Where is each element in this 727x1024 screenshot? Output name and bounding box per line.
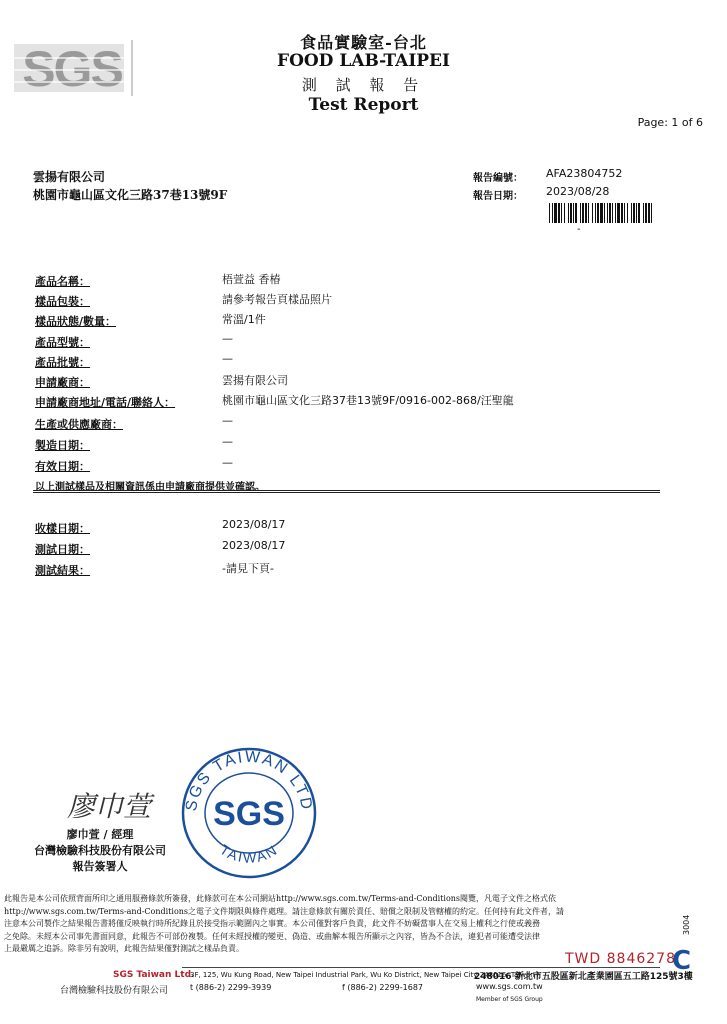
sample-field-value: 雲揚有限公司 xyxy=(222,374,288,387)
test-field-value: 2023/08/17 xyxy=(222,518,286,531)
barcode-bar xyxy=(638,203,640,223)
sample-field-value: — xyxy=(222,332,233,345)
disclaimer-line: http://www.sgs.com.tw/Terms-and-Conditions之電子文件期限與條件處理。請注意條款有關於責任、賠償之限制及管轄權的約定。任何持有此文件者，請 xyxy=(4,906,565,916)
svg-text:TAIWAN: TAIWAN xyxy=(217,841,281,866)
svg-text:SGS TAIWAN LTD: SGS TAIWAN LTD xyxy=(182,748,316,813)
page-number: Page: 1 of 6 xyxy=(637,116,703,129)
barcode-bar xyxy=(573,203,574,223)
lab-name-en: FOOD LAB-TAIPEI xyxy=(277,51,450,71)
signatory-name: 廖巾萱 / 經理 xyxy=(66,828,134,841)
barcode-bar xyxy=(624,203,625,223)
report-number-value: AFA23804752 xyxy=(546,167,623,180)
footer-company-en: SGS Taiwan Ltd. xyxy=(113,970,195,980)
sample-field-value: — xyxy=(222,352,233,365)
barcode-bar xyxy=(643,203,644,223)
svg-text:SGS: SGS xyxy=(22,41,122,96)
barcode-bar xyxy=(588,203,589,223)
barcode-bar xyxy=(549,203,550,223)
company-seal-stamp xyxy=(174,743,324,883)
footer-tel: t (886-2) 2299-3939 xyxy=(190,983,272,992)
barcode-bar xyxy=(607,203,608,223)
barcode-bar xyxy=(554,203,557,223)
barcode-bar xyxy=(627,203,628,223)
sample-field-value: — xyxy=(222,435,233,448)
barcode-bar xyxy=(651,203,652,223)
sample-field-label: 申請廠商地址/電話/聯絡人： xyxy=(35,396,176,409)
barcode-bar xyxy=(617,203,620,223)
client-address: 桃園市龜山區文化三路37巷13號9F xyxy=(33,188,228,202)
section-divider xyxy=(33,490,660,493)
test-field-label: 測試結果： xyxy=(35,564,90,577)
barcode-bar xyxy=(631,203,632,223)
barcode-bar xyxy=(633,203,635,223)
source-note: 以上測試樣品及相關資訊係由申請廠商提供並確認。 xyxy=(35,482,265,493)
barcode-bar xyxy=(580,203,581,223)
sample-field-value: 梧萱益 香椿 xyxy=(222,273,281,286)
svg-text:SGS: SGS xyxy=(213,795,285,833)
barcode-bar xyxy=(595,203,596,223)
disclaimer-line: 注意本公司製作之結果報告書將僅反映執行時所紀錄且於接受指示範圍內之事實。本公司僅對客戶負責，此文件不妨礙當事人在交易上權利之行使或義務 xyxy=(4,919,540,928)
sample-field-label: 產品批號： xyxy=(35,356,90,369)
barcode-bar xyxy=(600,203,603,223)
sample-field-label: 製造日期： xyxy=(35,439,90,452)
sample-field-label: 產品型號： xyxy=(35,336,90,349)
barcode-bar xyxy=(592,203,593,223)
test-field-value: -請見下頁- xyxy=(222,562,274,575)
sample-field-value: 常溫/1件 xyxy=(222,313,266,326)
barcode-bar xyxy=(582,203,584,223)
test-field-value: 2023/08/17 xyxy=(222,539,286,552)
sample-field-label: 樣品狀態/數量： xyxy=(35,315,117,328)
sample-field-label: 樣品包裝： xyxy=(35,295,90,308)
report-date-label: 報告日期： xyxy=(473,191,523,202)
barcode-bar xyxy=(570,203,572,223)
barcode-bar xyxy=(585,203,587,223)
serial-number: TWD 8846278 xyxy=(565,951,676,967)
sample-field-label: 申請廠商： xyxy=(35,376,90,389)
barcode-bar xyxy=(621,203,623,223)
sample-field-value: 桃園市龜山區文化三路37巷13號9F/0916-002-868/汪聖龍 xyxy=(222,394,514,407)
disclaimer-line: 之免除。未經本公司事先書面同意，此報告不可部份複製。任何未經授權的變更、偽造、或曲解本報告所顯示之內容，皆為不合法，違犯者可能遭受法律 xyxy=(4,931,540,941)
footer-address-en: 3F, 125, Wu Kung Road, New Taipei Industrial Park, Wu Ko District, New Taipei City 248016, Taiwan / xyxy=(190,971,540,979)
footer-address-zh: 248016 新北市五股區新北產業園區五工路125號3樓 xyxy=(474,972,693,982)
barcode-bar xyxy=(648,203,650,223)
sample-field-label: 產品名稱： xyxy=(35,275,90,288)
footer-divider xyxy=(182,967,660,968)
sample-field-label: 有效日期： xyxy=(35,460,90,473)
barcode-bar xyxy=(604,203,605,223)
footer-member: Member of SGS Group xyxy=(476,996,543,1003)
client-name: 雲揚有限公司 xyxy=(33,170,106,184)
sample-field-value: — xyxy=(222,456,233,469)
disclaimer-line: 上最嚴厲之追訴。除非另有說明，此報告結果僅對測試之樣品負責。 xyxy=(4,944,244,953)
report-date-value: 2023/08/28 xyxy=(546,185,610,198)
barcode-bar xyxy=(645,203,647,223)
disclaimer-line: 此報告是本公司依照背面所印之通用服務條款所簽發，此條款可在本公司網站http://www.sgs.com.tw/Terms-and-Conditions閱覽，凡電子文件之格式依 xyxy=(4,894,557,903)
barcode-bar xyxy=(597,203,599,223)
handwritten-signature xyxy=(34,782,184,826)
side-code: C xyxy=(672,946,692,976)
barcode-bar xyxy=(568,203,569,223)
signatory-company: 台灣檢驗科技股份有限公司 xyxy=(34,844,166,857)
test-field-label: 收樣日期： xyxy=(35,522,90,535)
side-number: 3004 xyxy=(682,914,691,935)
barcode-bar xyxy=(558,203,560,223)
footer-company-zh: 台灣檢驗科技股份有限公司 xyxy=(60,986,169,996)
barcode-bar xyxy=(564,203,565,223)
barcode-dash: - xyxy=(577,224,581,235)
test-field-label: 測試日期： xyxy=(35,543,90,556)
barcode-bar xyxy=(636,203,637,223)
footer-website: www.sgs.com.tw xyxy=(476,982,543,991)
sample-field-label: 生產或供應廠商： xyxy=(35,418,123,431)
sample-field-value: 請參考報告頁樣品照片 xyxy=(222,293,332,306)
lab-name-zh: 食品實驗室-台北 xyxy=(300,33,427,52)
signatory-role: 報告簽署人 xyxy=(72,860,128,873)
barcode-bar xyxy=(552,203,553,223)
svg-text:廖巾萱: 廖巾萱 xyxy=(66,790,152,823)
barcode-bar xyxy=(561,203,562,223)
barcode-bar xyxy=(575,203,577,223)
barcode-bar xyxy=(612,203,613,223)
report-title-en: Test Report xyxy=(308,95,419,115)
report-title-zh: 測 試 報 告 xyxy=(301,76,426,94)
barcode-bar xyxy=(609,203,611,223)
sample-field-value: — xyxy=(222,414,233,427)
report-number-label: 報告編號： xyxy=(473,173,523,184)
footer-fax: f (886-2) 2299-1687 xyxy=(342,983,423,992)
barcode-bar xyxy=(615,203,616,223)
report-barcode xyxy=(549,203,653,223)
